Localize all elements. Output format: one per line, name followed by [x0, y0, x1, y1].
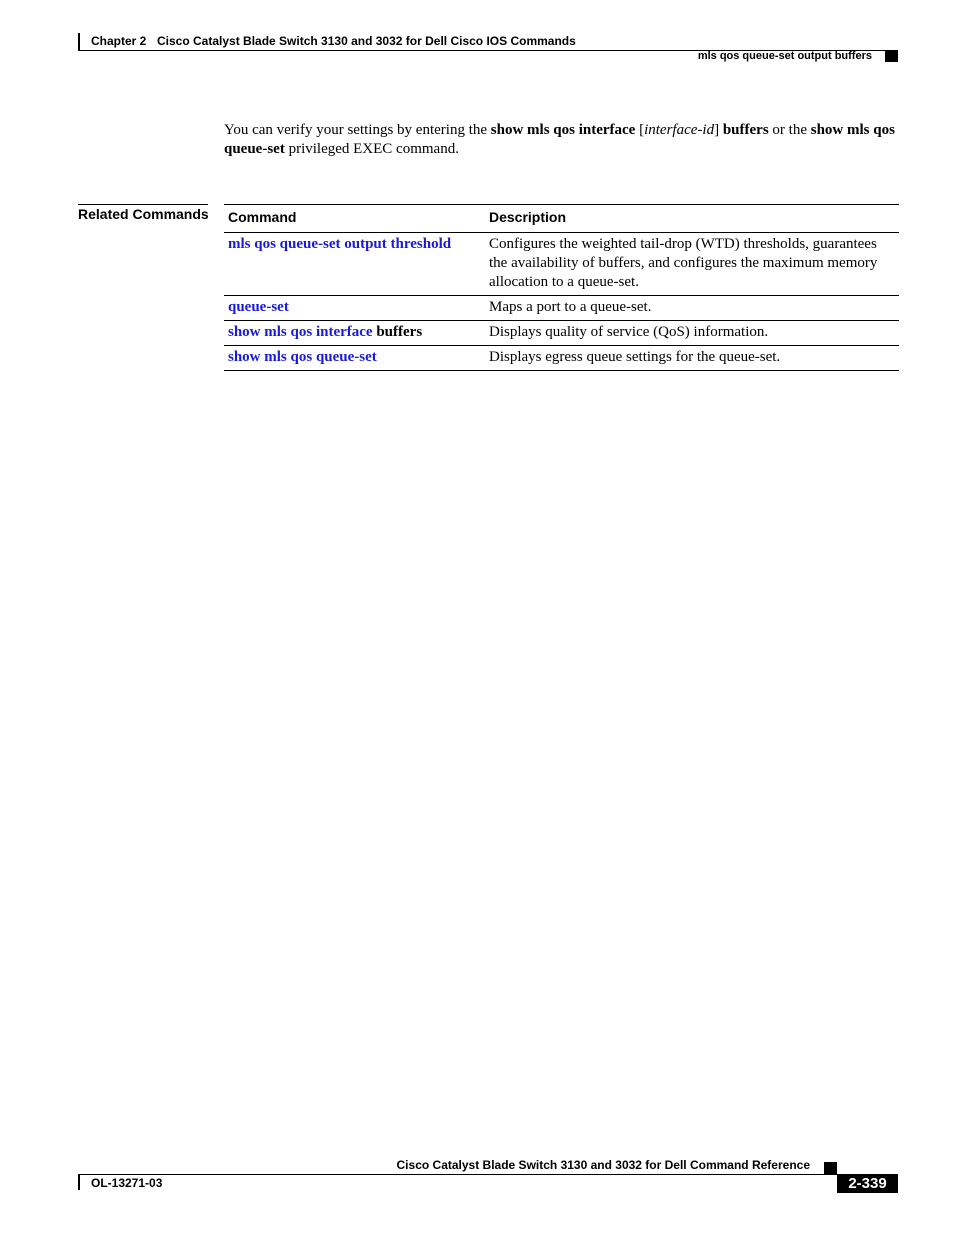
command-link[interactable]: mls qos queue-set output threshold — [228, 236, 452, 252]
description-cell: Configures the weighted tail-drop (WTD) thresholds, guarantees the availability of buffers, and configures the maximum memory allocation to a queue-set. — [489, 236, 878, 290]
text-run: privileged EXEC command. — [284, 141, 459, 157]
command-cell — [224, 321, 485, 346]
header-marker-block — [885, 51, 898, 62]
command-argument: interface-id — [644, 122, 715, 138]
related-commands-rule — [78, 204, 208, 205]
text-run: [ — [635, 122, 645, 138]
table-row — [224, 346, 899, 371]
header-left-bar — [78, 33, 80, 51]
table-row — [224, 233, 899, 296]
command-cell — [224, 296, 485, 321]
related-commands-table — [224, 204, 899, 371]
footer-marker-block — [824, 1162, 837, 1174]
command-link[interactable]: show mls qos queue-set — [228, 349, 377, 365]
command-link[interactable]: queue-set — [228, 299, 289, 315]
table-header-row — [224, 205, 899, 233]
header-section-title: mls qos queue-set output buffers — [697, 50, 872, 62]
command-cell — [224, 346, 485, 371]
column-header-description: Description — [489, 209, 567, 225]
command-keyword: show mls qos queue-set — [224, 122, 895, 157]
description-cell: Displays egress queue settings for the queue-set. — [489, 349, 781, 365]
text-run: or the — [768, 122, 811, 138]
column-header-command: Command — [228, 209, 297, 225]
footer-left-bar — [78, 1174, 80, 1190]
command-keyword: buffers — [722, 122, 769, 138]
verify-paragraph — [224, 121, 900, 159]
description-cell: Maps a port to a queue-set. — [489, 299, 652, 315]
table-row — [224, 296, 899, 321]
footer-doc-number: OL-13271-03 — [91, 1176, 163, 1190]
header-book-title: Cisco Catalyst Blade Switch 3130 and 3032 for Dell Cisco IOS Commands — [157, 34, 576, 48]
command-cell — [224, 233, 485, 296]
command-suffix: buffers — [372, 324, 423, 340]
text-run: ] — [714, 122, 723, 138]
table-row — [224, 321, 899, 346]
related-commands-label: Related Commands — [78, 206, 209, 222]
command-keyword: show mls qos interface — [490, 122, 636, 138]
footer-page-number: 2-339 — [837, 1174, 898, 1193]
command-link[interactable]: show mls qos interface — [228, 324, 373, 340]
footer-book-title: Cisco Catalyst Blade Switch 3130 and 3032 for Dell Command Reference — [396, 1158, 810, 1172]
footer-rule — [78, 1174, 898, 1175]
header-chapter: Chapter 2 — [91, 34, 147, 48]
description-cell: Displays quality of service (QoS) information. — [489, 324, 769, 340]
text-run: You can verify your settings by entering the — [224, 122, 491, 138]
